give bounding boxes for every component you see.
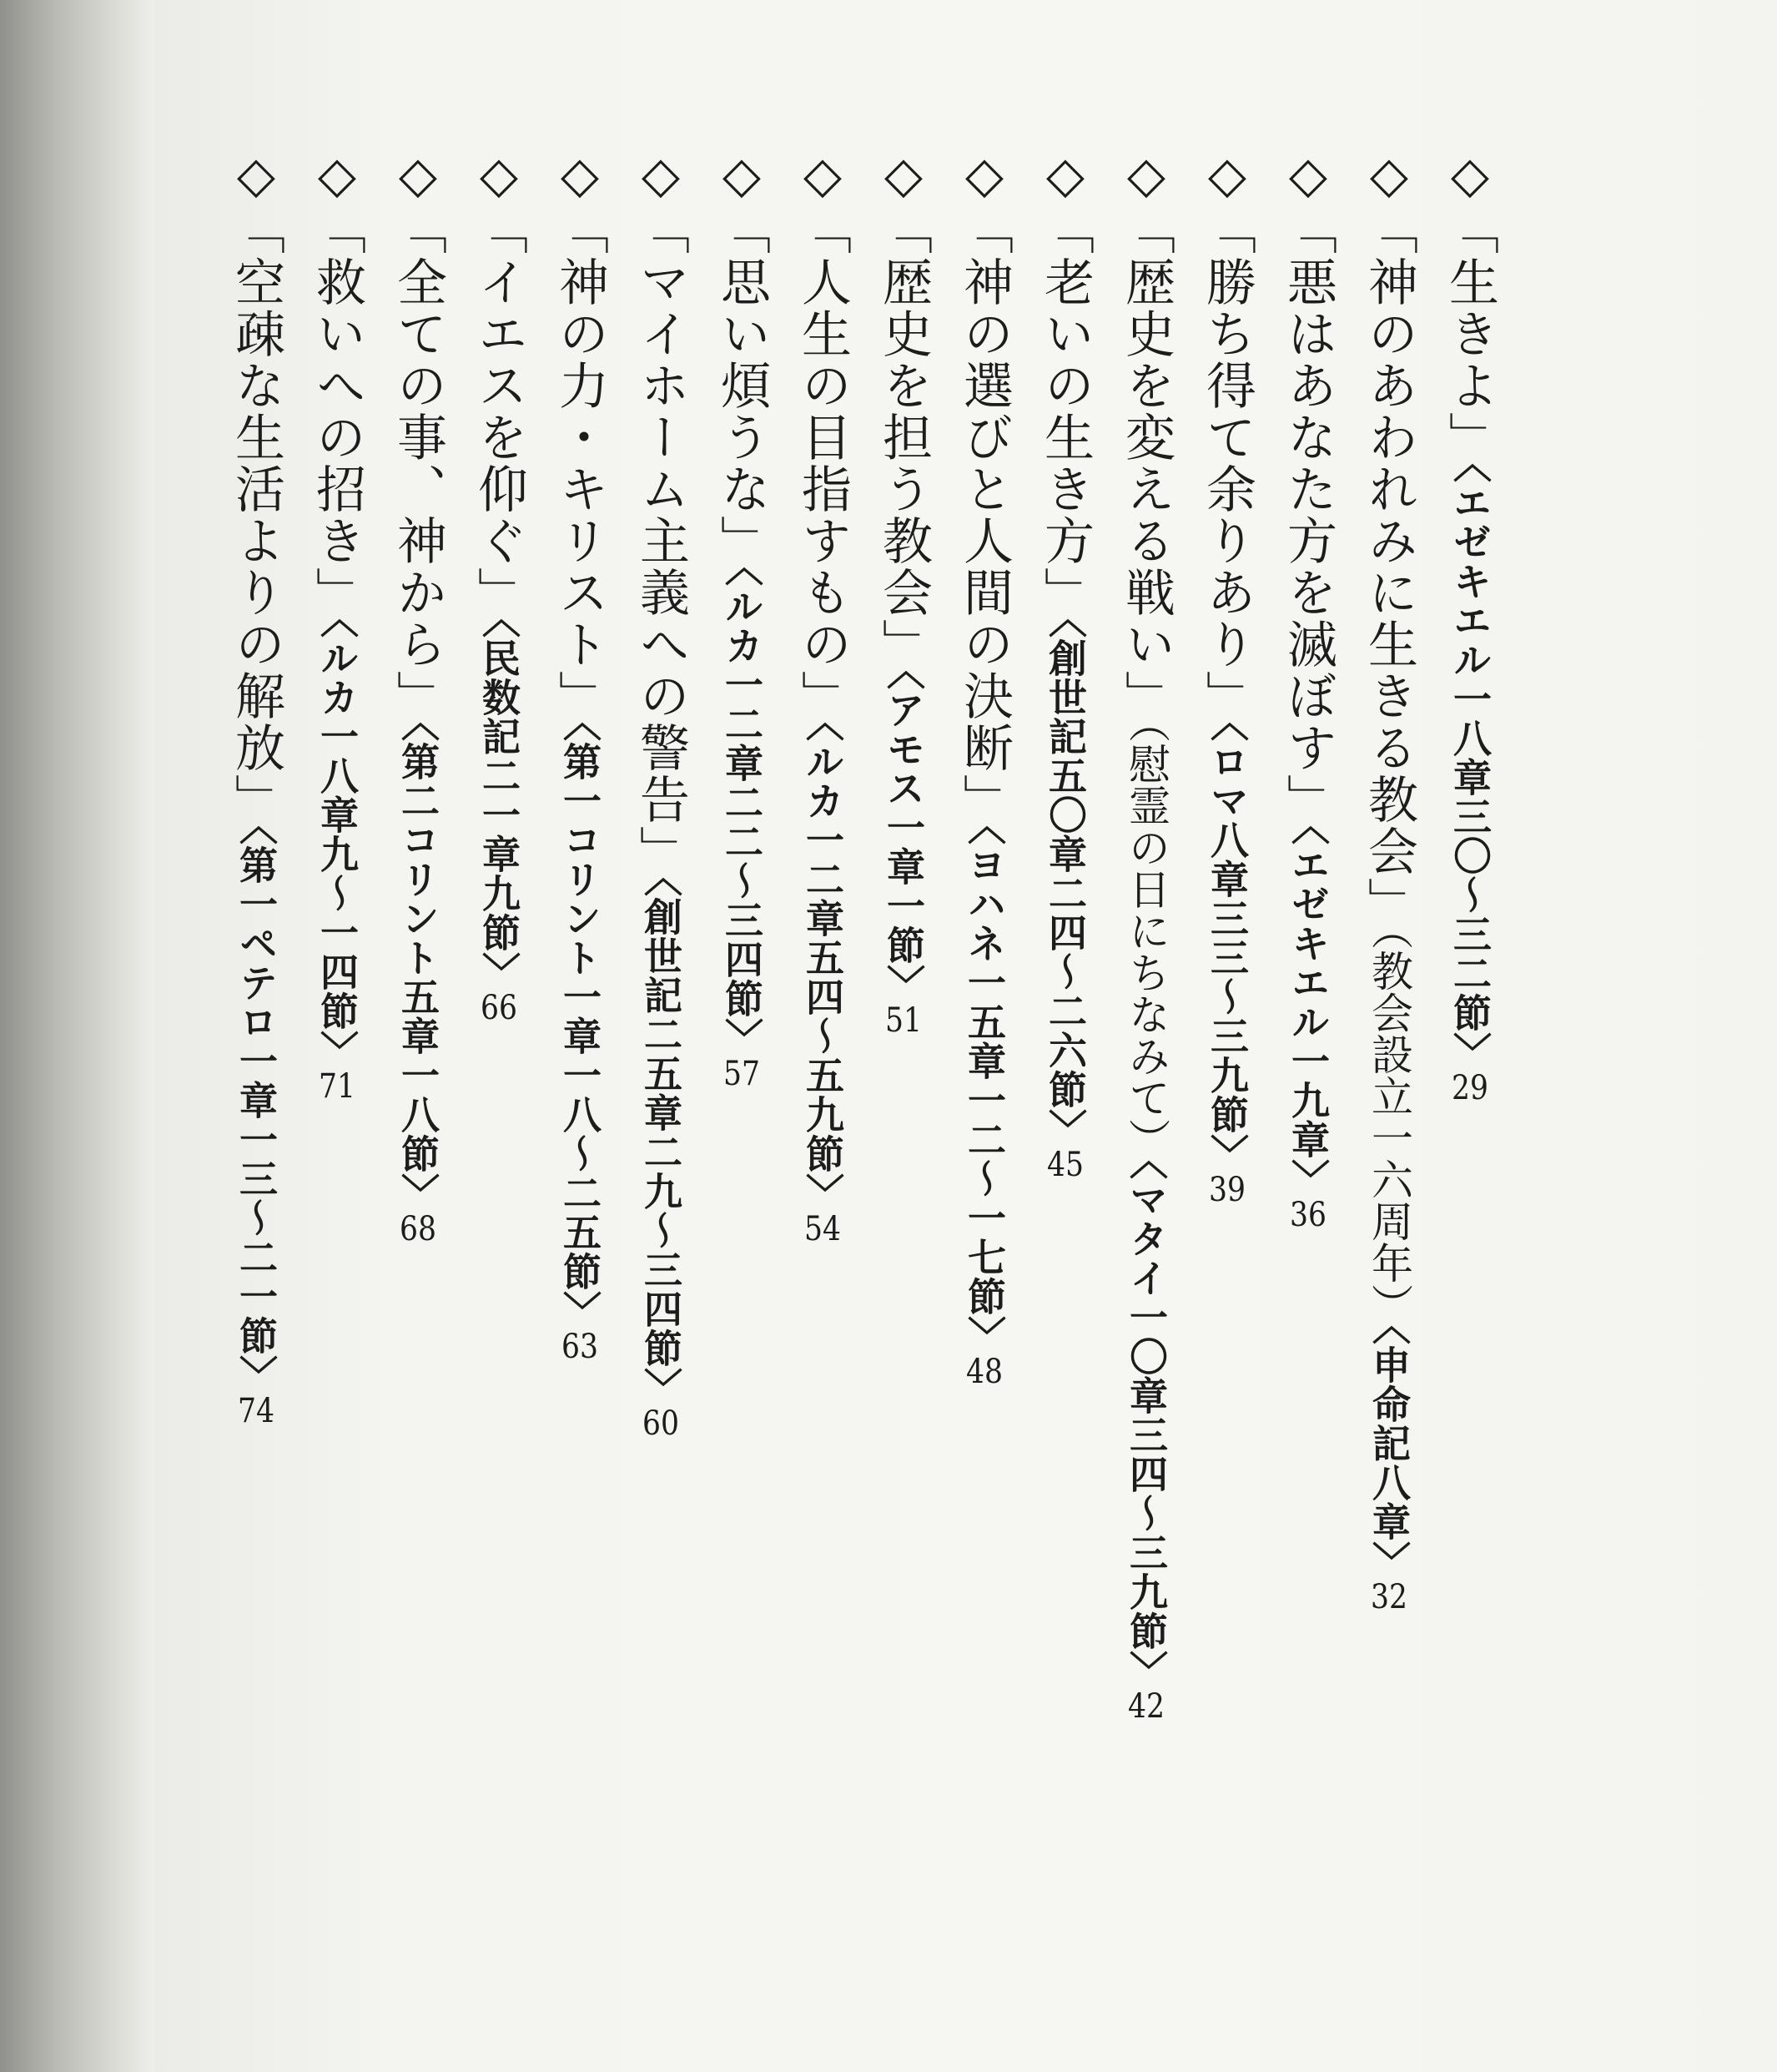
page-number: 54 — [804, 1212, 841, 1246]
diamond-bullet-icon: ◇ — [470, 146, 528, 204]
page-number: 32 — [1371, 1580, 1407, 1614]
scripture-reference: 〈民数記二一章九節〉 — [476, 618, 521, 991]
page-number: 42 — [1128, 1690, 1165, 1723]
diamond-bullet-icon: ◇ — [551, 146, 609, 204]
page-number: 39 — [1209, 1173, 1246, 1207]
sermon-title: 「イエスを仰ぐ」 — [470, 204, 528, 618]
page-number: 48 — [966, 1355, 1003, 1389]
sermon-title: 「老いの生き方」 — [1036, 204, 1095, 618]
scripture-reference: 〈ルカ一八章九〜一四節〉 — [315, 618, 360, 1070]
page-number: 63 — [561, 1330, 598, 1364]
scripture-reference: 〈エゼキエル一九章〉 — [1286, 825, 1331, 1198]
sermon-title: 「悪はあなた方を滅ぼす」 — [1279, 204, 1337, 825]
sermon-title: 「マイホーム主義への警告」 — [632, 204, 690, 877]
sermon-title: 「全ての事、神から」 — [389, 204, 447, 722]
diamond-bullet-icon: ◇ — [1360, 146, 1418, 204]
diamond-bullet-icon: ◇ — [389, 146, 447, 204]
sermon-title: 「生きよ」 — [1441, 204, 1499, 463]
page-number: 71 — [319, 1070, 355, 1103]
diamond-bullet-icon: ◇ — [793, 146, 852, 204]
scripture-reference: 〈ヨハネ一五章一二〜一七節〉 — [962, 825, 1007, 1355]
page-number: 57 — [723, 1057, 760, 1091]
sermon-title: 「人生の目指すもの」 — [793, 204, 852, 722]
scripture-reference: 〈ルカ一二章二二〜三四節〉 — [719, 567, 764, 1057]
scripture-reference: 〈創世記二五章二九〜三四節〉 — [638, 877, 683, 1407]
diamond-bullet-icon: ◇ — [874, 146, 933, 204]
page-number: 74 — [238, 1394, 274, 1428]
sermon-title: 「勝ち得て余りあり」 — [1198, 204, 1256, 722]
page-number: 36 — [1290, 1198, 1326, 1232]
scripture-reference: 〈アモス一章一節〉 — [881, 670, 926, 1004]
sermon-title: 「神の選びと人間の決断」 — [955, 204, 1014, 825]
diamond-bullet-icon: ◇ — [1279, 146, 1337, 204]
page-number: 45 — [1047, 1148, 1084, 1182]
sermon-title: 「歴史を変える戦い」 — [1117, 204, 1175, 722]
diamond-bullet-icon: ◇ — [1117, 146, 1175, 204]
page-number: 29 — [1452, 1071, 1488, 1105]
table-of-contents — [227, 146, 1568, 1940]
scripture-reference: 〈第二コリント五章一八節〉 — [395, 722, 440, 1212]
diamond-bullet-icon: ◇ — [1441, 146, 1499, 204]
page-number: 51 — [885, 1004, 922, 1037]
scripture-reference: 〈マタイ一〇章三四〜三九節〉 — [1124, 1160, 1169, 1690]
scripture-reference: 〈第一ペテロ一章一三〜二一節〉 — [234, 825, 279, 1394]
page-number: 60 — [642, 1407, 679, 1440]
sermon-note: （教会設立一六周年） — [1365, 929, 1413, 1325]
diamond-bullet-icon: ◇ — [1036, 146, 1095, 204]
sermon-note: （慰霊の日にちなみて） — [1122, 722, 1170, 1160]
diamond-bullet-icon: ◇ — [712, 146, 771, 204]
scripture-reference: 〈ロマ八章三三〜三九節〉 — [1205, 722, 1250, 1173]
diamond-bullet-icon: ◇ — [955, 146, 1014, 204]
diamond-bullet-icon: ◇ — [1198, 146, 1256, 204]
scripture-reference: 〈創世記五〇章二四〜二六節〉 — [1043, 618, 1088, 1148]
sermon-title: 「思い煩うな」 — [712, 204, 771, 567]
diamond-bullet-icon: ◇ — [632, 146, 690, 204]
diamond-bullet-icon: ◇ — [308, 146, 366, 204]
book-gutter-shadow — [0, 0, 154, 2072]
scripture-reference: 〈エゼキエル一八章三〇〜三二節〉 — [1447, 463, 1493, 1071]
scripture-reference: 〈申命記八章〉 — [1367, 1325, 1412, 1580]
sermon-title: 「神のあわれみに生きる教会」 — [1360, 204, 1418, 929]
sermon-title: 「神の力・キリスト」 — [551, 204, 609, 722]
toc-entry — [1441, 146, 1568, 1940]
page-number: 68 — [400, 1212, 436, 1246]
sermon-title: 「歴史を担う教会」 — [874, 204, 933, 670]
scripture-reference: 〈ルカ一二章五四〜五九節〉 — [800, 722, 845, 1212]
diamond-bullet-icon: ◇ — [227, 146, 285, 204]
sermon-title: 「救いへの招き」 — [308, 204, 366, 618]
scripture-reference: 〈第一コリント一章一八〜二五節〉 — [557, 722, 602, 1330]
page-number: 66 — [481, 991, 517, 1025]
sermon-title: 「空疎な生活よりの解放」 — [227, 204, 285, 825]
